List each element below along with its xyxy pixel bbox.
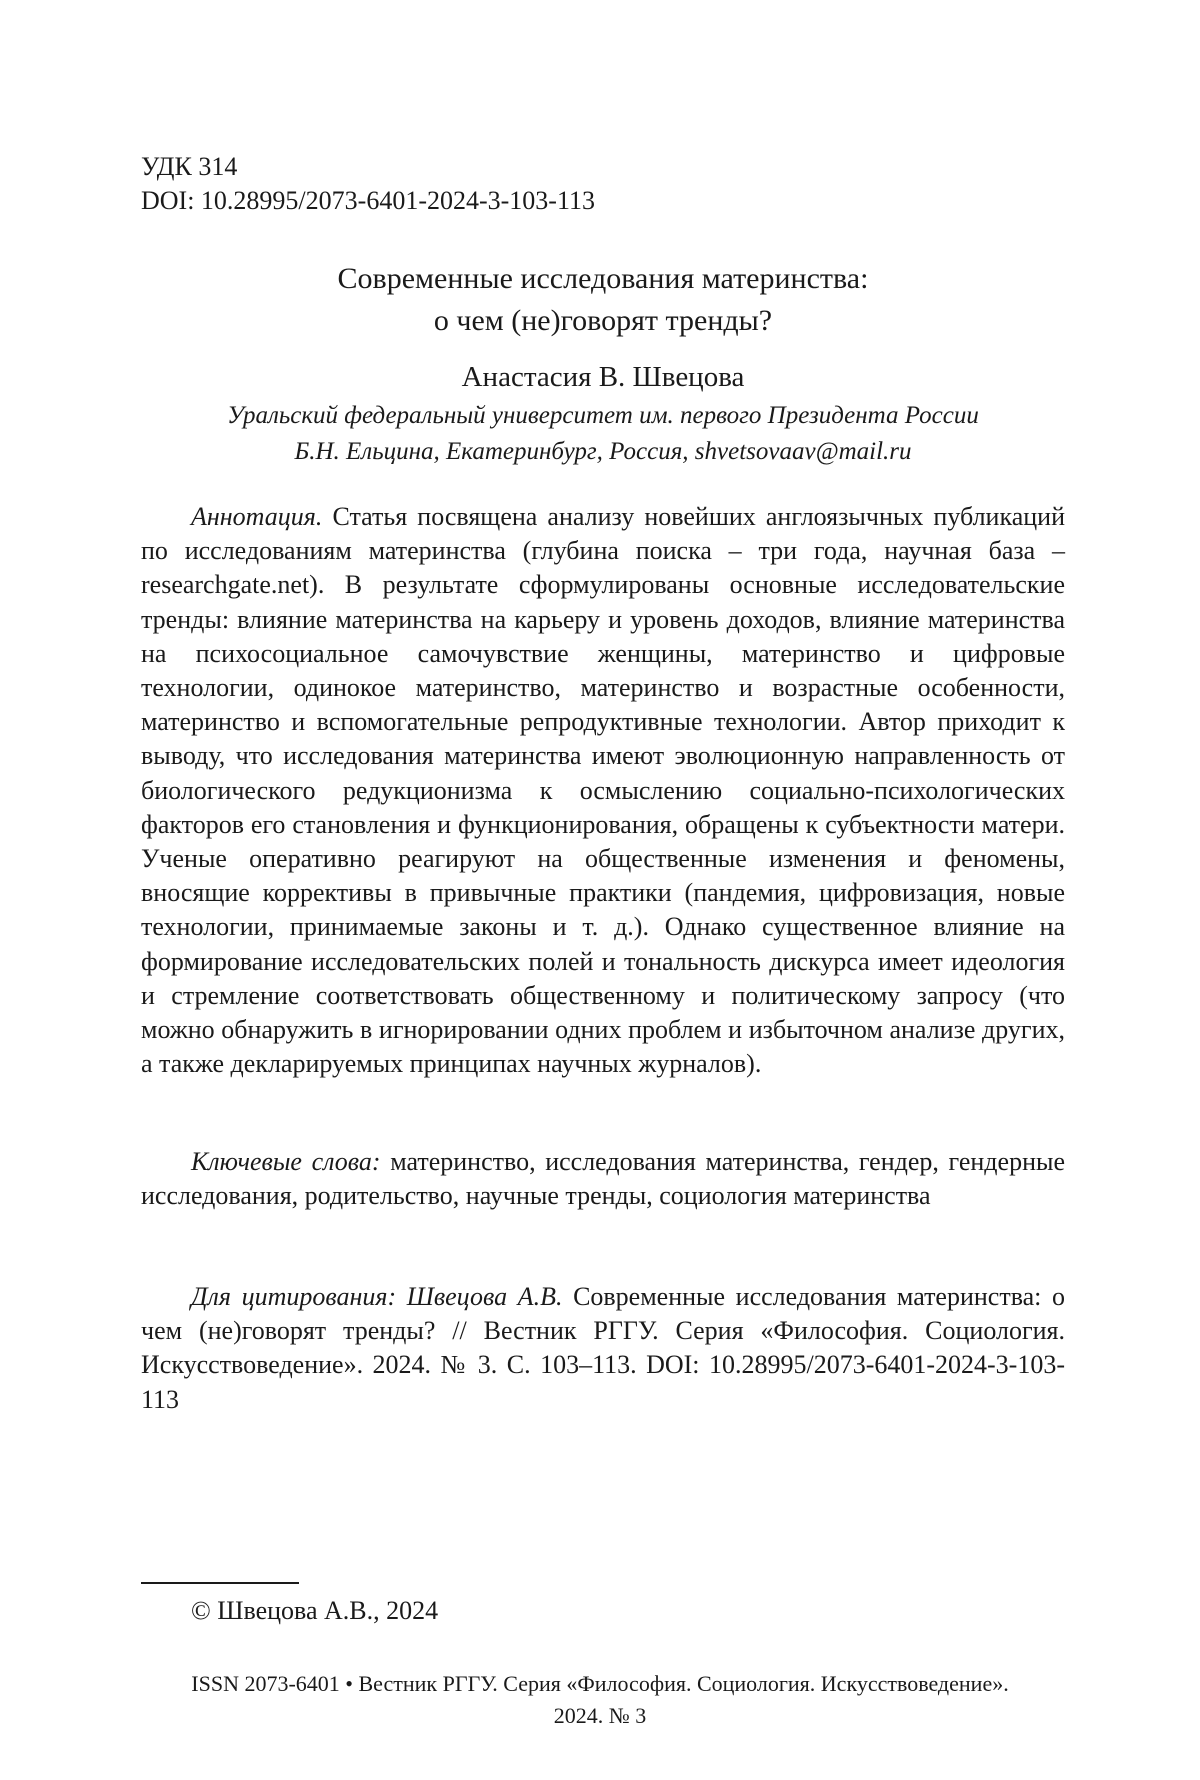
footnote-divider [141, 1582, 299, 1584]
article-title-line-1: Современные исследования материнства: [337, 262, 869, 295]
abstract-label: Аннотация. [191, 502, 323, 531]
citation-text: Современные исследования материнства: о чем (не)говорят тренды? // Вестник РГГУ. Серия «Философия. Социология. Искусствоведение». 2024. № 3. С. 103–113. DOI: 10.28995/2073-6401-2024-3-103-113 [141, 1282, 1066, 1414]
footer-journal-line: ISSN 2073-6401 • Вестник РГГУ. Серия «Философия. Социология. Искусствоведение». [191, 1671, 1009, 1696]
author-affiliation [141, 398, 1065, 470]
udk-code: УДК 314 [141, 152, 238, 181]
abstract-paragraph [141, 500, 1065, 1081]
citation-paragraph [141, 1280, 1065, 1417]
keywords-paragraph [141, 1145, 1065, 1213]
article-title-line-2: о чем (не)говорят тренды? [433, 304, 773, 337]
citation-label: Для цитирования: Швецова А.В. [191, 1282, 563, 1311]
article-title [141, 258, 1065, 342]
affiliation-line-2: Б.Н. Ельцина, Екатеринбург, Россия, shvetsovaav@mail.ru [294, 438, 912, 465]
copyright-note: © Швецова А.В., 2024 [191, 1596, 439, 1625]
page-footer [120, 1668, 1080, 1732]
keywords-label: Ключевые слова: [191, 1147, 381, 1176]
affiliation-line-1: Уральский федеральный университет им. первого Президента России [227, 402, 979, 429]
doi-line: DOI: 10.28995/2073-6401-2024-3-103-113 [141, 186, 595, 215]
abstract-text: Статья посвящена анализу новейших англоязычных публикаций по исследованиям материнства (глубина поиска – три года, научная база – researchgate.net). В результате сформулированы основные исследовательские тренды: влияние материнства на карьеру и уровень доходов, влияние материнства на психосоциальное самочувствие женщины, материнство и цифровые технологии, одинокое материнство, материнство и возрастные особенности, материнство и вспомогательные репродуктивные технологии. Автор приходит к выводу, что исследования материнства имеют эволюционную направленность от биологического редукционизма к осмыслению социально-психологических факторов его становления и функционирования, обращены к субъектности матери. Ученые оперативно реагируют на общественные изменения и феномены, вносящие коррективы в привычные практики (пандемия, цифровизация, новые технологии, принимаемые законы и т. д.). Однако существенное влияние на формирование исследовательских полей и тональность дискурса имеет идеология и стремление соответствовать общественному и политическому запросу (что можно обнаружить в игнорировании одних проблем и избыточном анализе других, а также декларируемых принципах научных журналов). [141, 502, 1065, 1079]
author-name: Анастасия В. Швецова [461, 361, 745, 393]
article-meta [141, 150, 595, 218]
footer-issue-line: 2024. № 3 [553, 1703, 647, 1728]
keywords-text: материнство, исследования материнства, гендер, гендерные исследования, родительство, научные тренды, социология материнства [141, 1147, 1066, 1211]
